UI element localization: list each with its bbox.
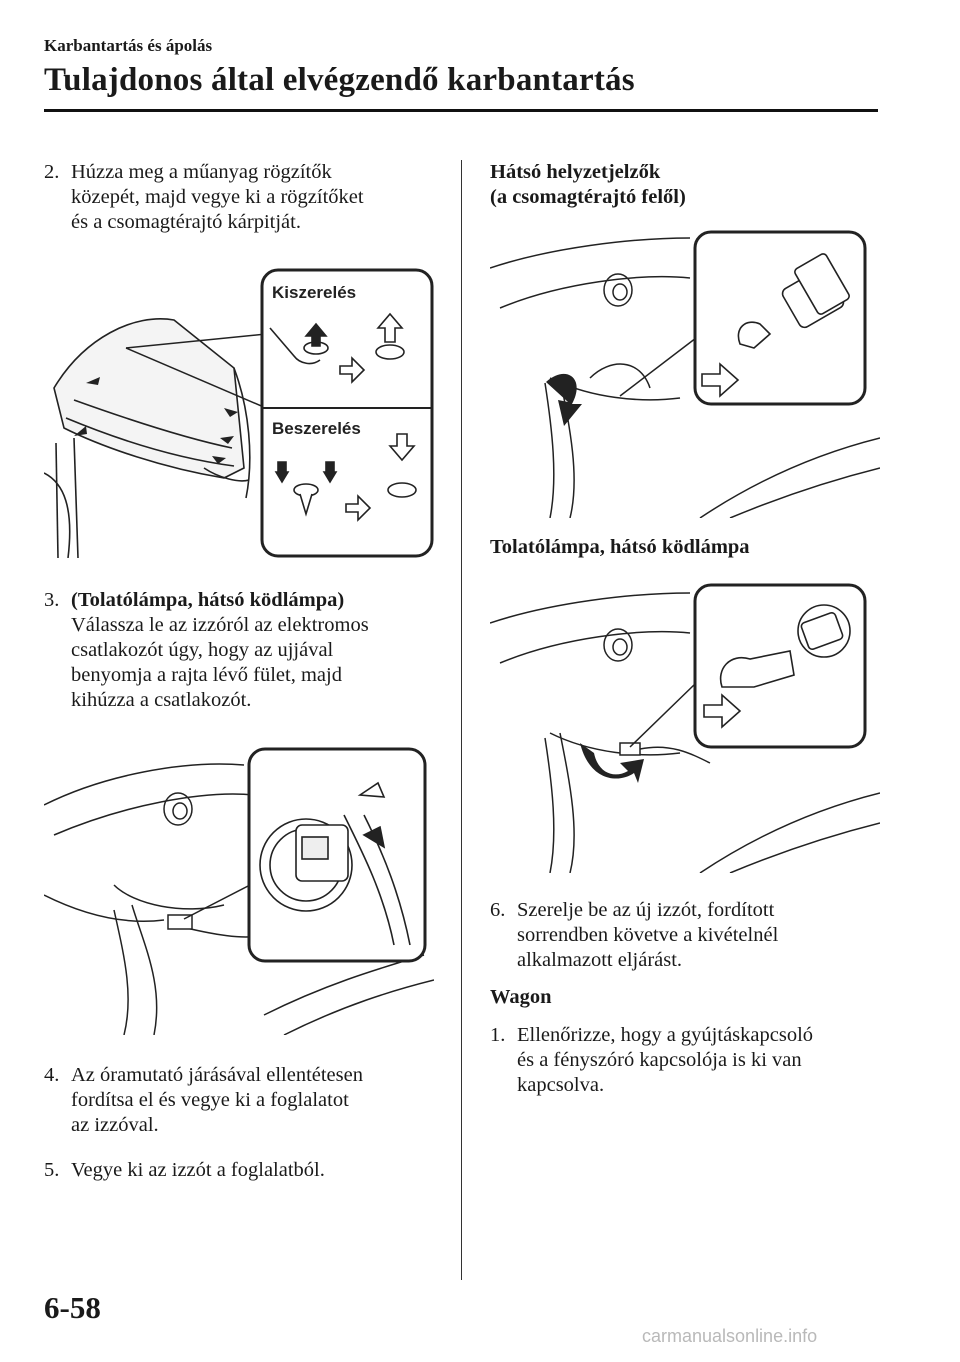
label-remove: Kiszerelés bbox=[272, 283, 357, 302]
step-line: és a fényszóró kapcsolója is ki van bbox=[517, 1049, 802, 1071]
step-5 bbox=[44, 1158, 444, 1183]
step-line: Húzza meg a műanyag rögzítők bbox=[71, 161, 332, 183]
step-number: 5. bbox=[44, 1159, 60, 1181]
step-text bbox=[517, 1023, 890, 1098]
step-line: Az óramutató járásával ellentétesen bbox=[71, 1064, 363, 1086]
step-4 bbox=[44, 1063, 444, 1138]
step-text bbox=[71, 1158, 444, 1183]
step-number: 1. bbox=[490, 1024, 506, 1046]
step-line: alkalmazott eljárást. bbox=[517, 949, 683, 971]
title-rule bbox=[44, 109, 878, 112]
step-number: 6. bbox=[490, 899, 506, 921]
step-text bbox=[71, 160, 444, 235]
step-line: Szerelje be az új izzót, fordított bbox=[517, 899, 775, 921]
page-number: 6-58 bbox=[44, 1290, 101, 1325]
step-text bbox=[517, 898, 890, 973]
step-6 bbox=[490, 898, 890, 973]
heading-reverse-fog: Tolatólámpa, hátsó ködlámpa bbox=[490, 536, 750, 558]
step-line: Ellenőrizze, hogy a gyújtáskapcsoló bbox=[517, 1024, 814, 1046]
step-line: az izzóval. bbox=[71, 1114, 159, 1136]
step-number: 4. bbox=[44, 1064, 60, 1086]
step-line: Vegye ki az izzót a foglalatból. bbox=[71, 1159, 325, 1181]
step-line: csatlakozót úgy, hogy az ujjával bbox=[71, 639, 334, 661]
figure-connector bbox=[44, 745, 434, 1035]
step-3 bbox=[44, 588, 444, 713]
step-line: közepét, majd vegye ki a rögzítőket bbox=[71, 186, 364, 208]
step-line: sorrendben követve a kivételnél bbox=[517, 924, 779, 946]
label-install: Beszerelés bbox=[272, 419, 361, 438]
figure-trim-removal bbox=[44, 268, 434, 558]
step-text bbox=[71, 588, 444, 713]
step-line: kihúzza a csatlakozót. bbox=[71, 689, 252, 711]
step-line: fordítsa el és vegye ki a foglalatot bbox=[71, 1089, 349, 1111]
step-1-wagon bbox=[490, 1023, 890, 1098]
step-number: 3. bbox=[44, 589, 60, 611]
heading-wagon: Wagon bbox=[490, 986, 552, 1008]
section-label: Karbantartás és ápolás bbox=[44, 36, 213, 55]
heading-line: Hátsó helyzetjelzők bbox=[490, 161, 661, 183]
step-2 bbox=[44, 160, 444, 235]
step-text bbox=[71, 1063, 444, 1138]
page-title: Tulajdonos által elvégzendő karbantartás bbox=[44, 62, 635, 98]
watermark: carmanualsonline.info bbox=[642, 1326, 818, 1346]
heading-line: (a csomagtérajtó felől) bbox=[490, 186, 686, 208]
step-line: és a csomagtérajtó kárpitját. bbox=[71, 211, 301, 233]
step-heading: (Tolatólámpa, hátsó ködlámpa) bbox=[71, 589, 345, 611]
figure-reverse-lamp bbox=[490, 583, 880, 873]
step-number: 2. bbox=[44, 161, 60, 183]
column-divider bbox=[461, 160, 462, 1280]
heading-rear-position-lights bbox=[490, 160, 890, 210]
step-line: benyomja a rajta lévő fület, majd bbox=[71, 664, 342, 686]
step-line: kapcsolva. bbox=[517, 1074, 605, 1096]
step-line: Válassza le az izzóról az elektromos bbox=[71, 614, 369, 636]
figure-position-light bbox=[490, 228, 880, 518]
